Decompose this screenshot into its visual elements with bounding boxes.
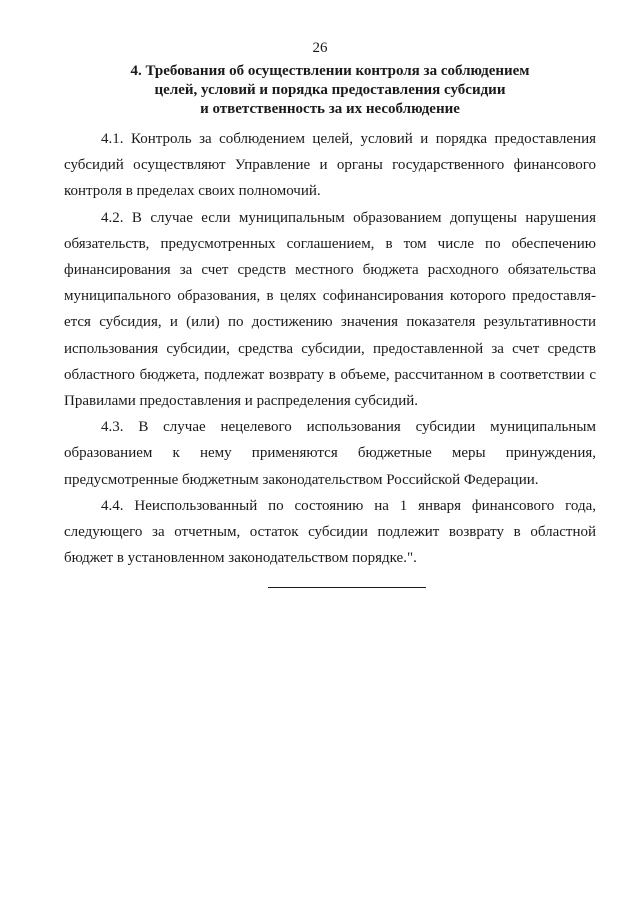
paragraph-4-2: 4.2. В случае если муниципальным образованием допущены нарушения обязательств, предусмотренных соглашением, в том числе по обеспечению финансирования за счет средств местного бюджета расходного обязательства муниципального образования, в целях софинансирования которого предоставляется субсидия, и (или) по достижению значения показателя результативности использования субсидии, средства субсидии, предоставленной за счет средств областного бюджета, подлежат возврату в объеме, рассчитанном в соответствии с Правилами предоставления и распределения субсидий. [64,209,596,410]
section-heading-line: целей, условий и порядка предоставления субсидии [154,82,506,98]
page-number: 26 [312,40,328,56]
section-heading-line: и ответственность за их несоблюдение [200,101,460,117]
paragraph-4-3: 4.3. В случае нецелевого использования субсидии муниципальным образованием к нему применяются бюджетные меры принуждения, предусмотренные бюджетным законодательством Российской Федерации. [64,419,596,488]
section-heading [60,62,600,119]
paragraph-4-1: 4.1. Контроль за соблюдением целей, условий и порядка предоставления субсидий осуществляют Управление и органы государственного финансового контроля в пределах своих полномочий. [64,131,596,200]
end-of-document-rule [268,587,426,588]
section-body [64,126,596,571]
section-heading-line: 4. Требования об осуществлении контроля за соблюдением [130,63,530,79]
paragraph-4-4: 4.4. Неиспользованный по состоянию на 1 января финансового года, следующего за отчетным, остаток субсидии подлежит возврату в областной бюджет в установленном законодательством порядке.". [64,497,596,567]
